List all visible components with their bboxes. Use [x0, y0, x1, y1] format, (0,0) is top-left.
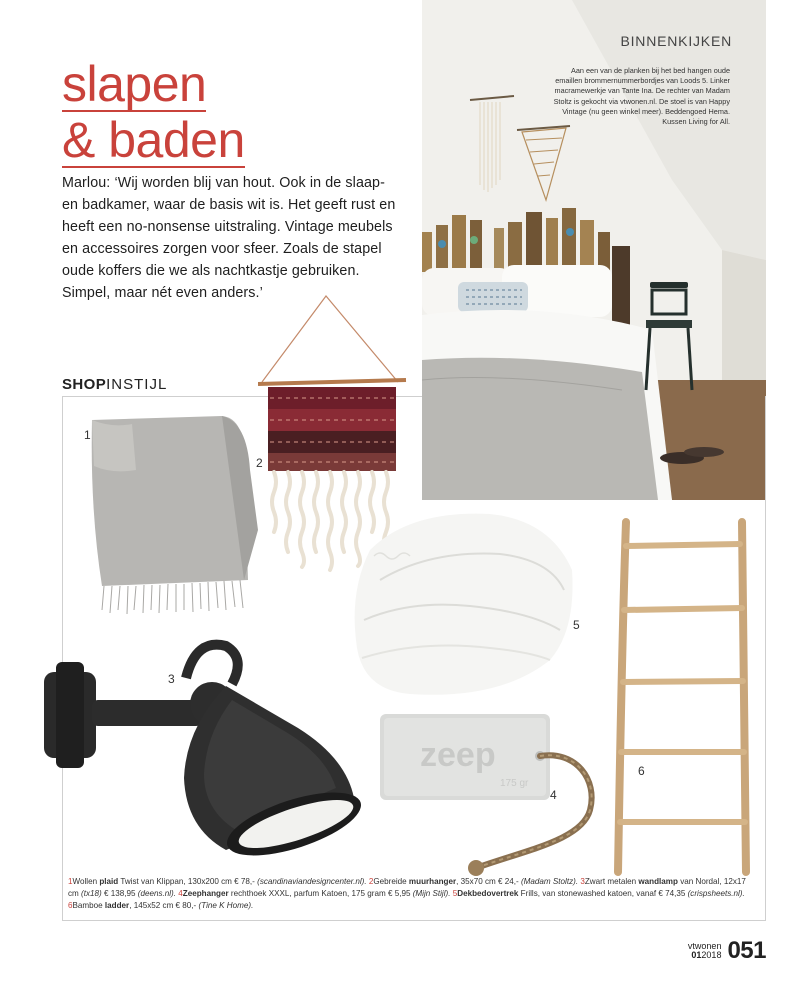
item-number-3: 3 [168, 672, 175, 686]
caption-4-shop: (Mijn Stijl). [412, 889, 451, 898]
soap-engraving: zeep [420, 736, 496, 774]
caption-3-text: van Nordal, 12x17 cm [68, 877, 746, 898]
article-title [62, 56, 392, 172]
folio-issue: 01 [691, 950, 702, 960]
caption-6-bold: ladder [104, 901, 130, 910]
caption-2-text: , 35x70 cm € 24,- [456, 877, 521, 886]
item-number-4: 4 [550, 788, 557, 802]
page-folio [688, 937, 766, 965]
caption-6-pre: Bamboe [72, 901, 105, 910]
caption-3-bold: wandlamp [638, 877, 678, 886]
soap-hanger-image [376, 710, 608, 880]
caption-1-bold: plaid [99, 877, 119, 886]
wall-lamp-image [36, 638, 366, 868]
caption-4-text: rechthoek XXXL, parfum Katoen, 175 gram € 5,95 [228, 889, 413, 898]
caption-3-shop: (deens.nl). [137, 889, 177, 898]
shop-instijl-label [62, 376, 167, 393]
section-label: BINNENKIJKEN [620, 33, 732, 49]
caption-6-text: , 145x52 cm € 80,- [129, 901, 199, 910]
caption-1-pre: Wollen [72, 877, 100, 886]
folio-magazine: vtwonen [687, 941, 722, 951]
caption-5-bold: Dekbedovertrek [457, 889, 519, 898]
caption-5-shop: (crispsheets.nl). [687, 889, 745, 898]
bamboo-ladder-image [610, 516, 760, 876]
item-number-5: 5 [573, 618, 580, 632]
caption-num-6: 6 [68, 901, 73, 910]
caption-4-bold: Zeephanger [182, 889, 229, 898]
product-caption [68, 876, 758, 912]
page-number: 051 [727, 937, 766, 964]
caption-3-text2: € 138,95 [101, 889, 138, 898]
caption-num-4: 4 [178, 889, 183, 898]
item-number-2: 2 [256, 456, 263, 470]
shop-label-bold: SHOP [62, 376, 107, 393]
caption-1-text: Twist van Klippan, 130x200 cm € 78,- [118, 877, 258, 886]
title-line-1: slapen [62, 56, 207, 112]
caption-2-pre: Gebreide [373, 877, 409, 886]
soap-weight: 175 gr [500, 778, 529, 789]
caption-5-text: Frills, van stonewashed katoen, vanaf € 74,35 [518, 889, 688, 898]
caption-num-5: 5 [452, 889, 458, 898]
photo-caption: Aan een van de planken bij het bed hangen oude emaillen brommernummerbordjes van Loods 5. Linker macramewerkje van Tante Ina. De rechter van Madam Stoltz is gekocht via vtwonen.nl. De stoel is van Happy Vintage (nu geen winkel meer). Beddengoed Hema. Kussen Living for All. [553, 66, 730, 127]
item-number-1: 1 [84, 428, 91, 442]
caption-num-1: 1 [68, 877, 73, 886]
folio-brand [688, 942, 722, 960]
folio-year: 2018 [701, 950, 722, 960]
plaid-image [72, 410, 268, 620]
shop-label-thin: INSTIJL [106, 376, 168, 393]
caption-num-2: 2 [368, 877, 374, 886]
duvet-image [350, 510, 580, 710]
caption-3-pre: Zwart metalen [584, 877, 639, 886]
caption-2-shop: (Madam Stoltz). [520, 877, 579, 886]
caption-1-shop: (scandinaviandesigncenter.nl). [257, 877, 367, 886]
caption-2-bold: muurhanger [408, 877, 457, 886]
caption-3-mid: (tx18) [81, 889, 102, 898]
title-line-2: & baden [62, 112, 245, 168]
intro-paragraph: Marlou: ‘Wij worden blij van hout. Ook in de slaap- en badkamer, waar de basis wit is. Het geeft rust en heeft een no-nonsense uitstraling. Vintage meubels en accessoires zorgen voor sfeer. Zoals de stapel oude koffers die we als nachtkastje gebruiken. Simpel, maar nét even anders.’ [62, 175, 396, 301]
caption-6-shop: (Tine K Home). [198, 901, 254, 910]
item-number-6: 6 [638, 764, 645, 778]
caption-num-3: 3 [580, 877, 585, 886]
